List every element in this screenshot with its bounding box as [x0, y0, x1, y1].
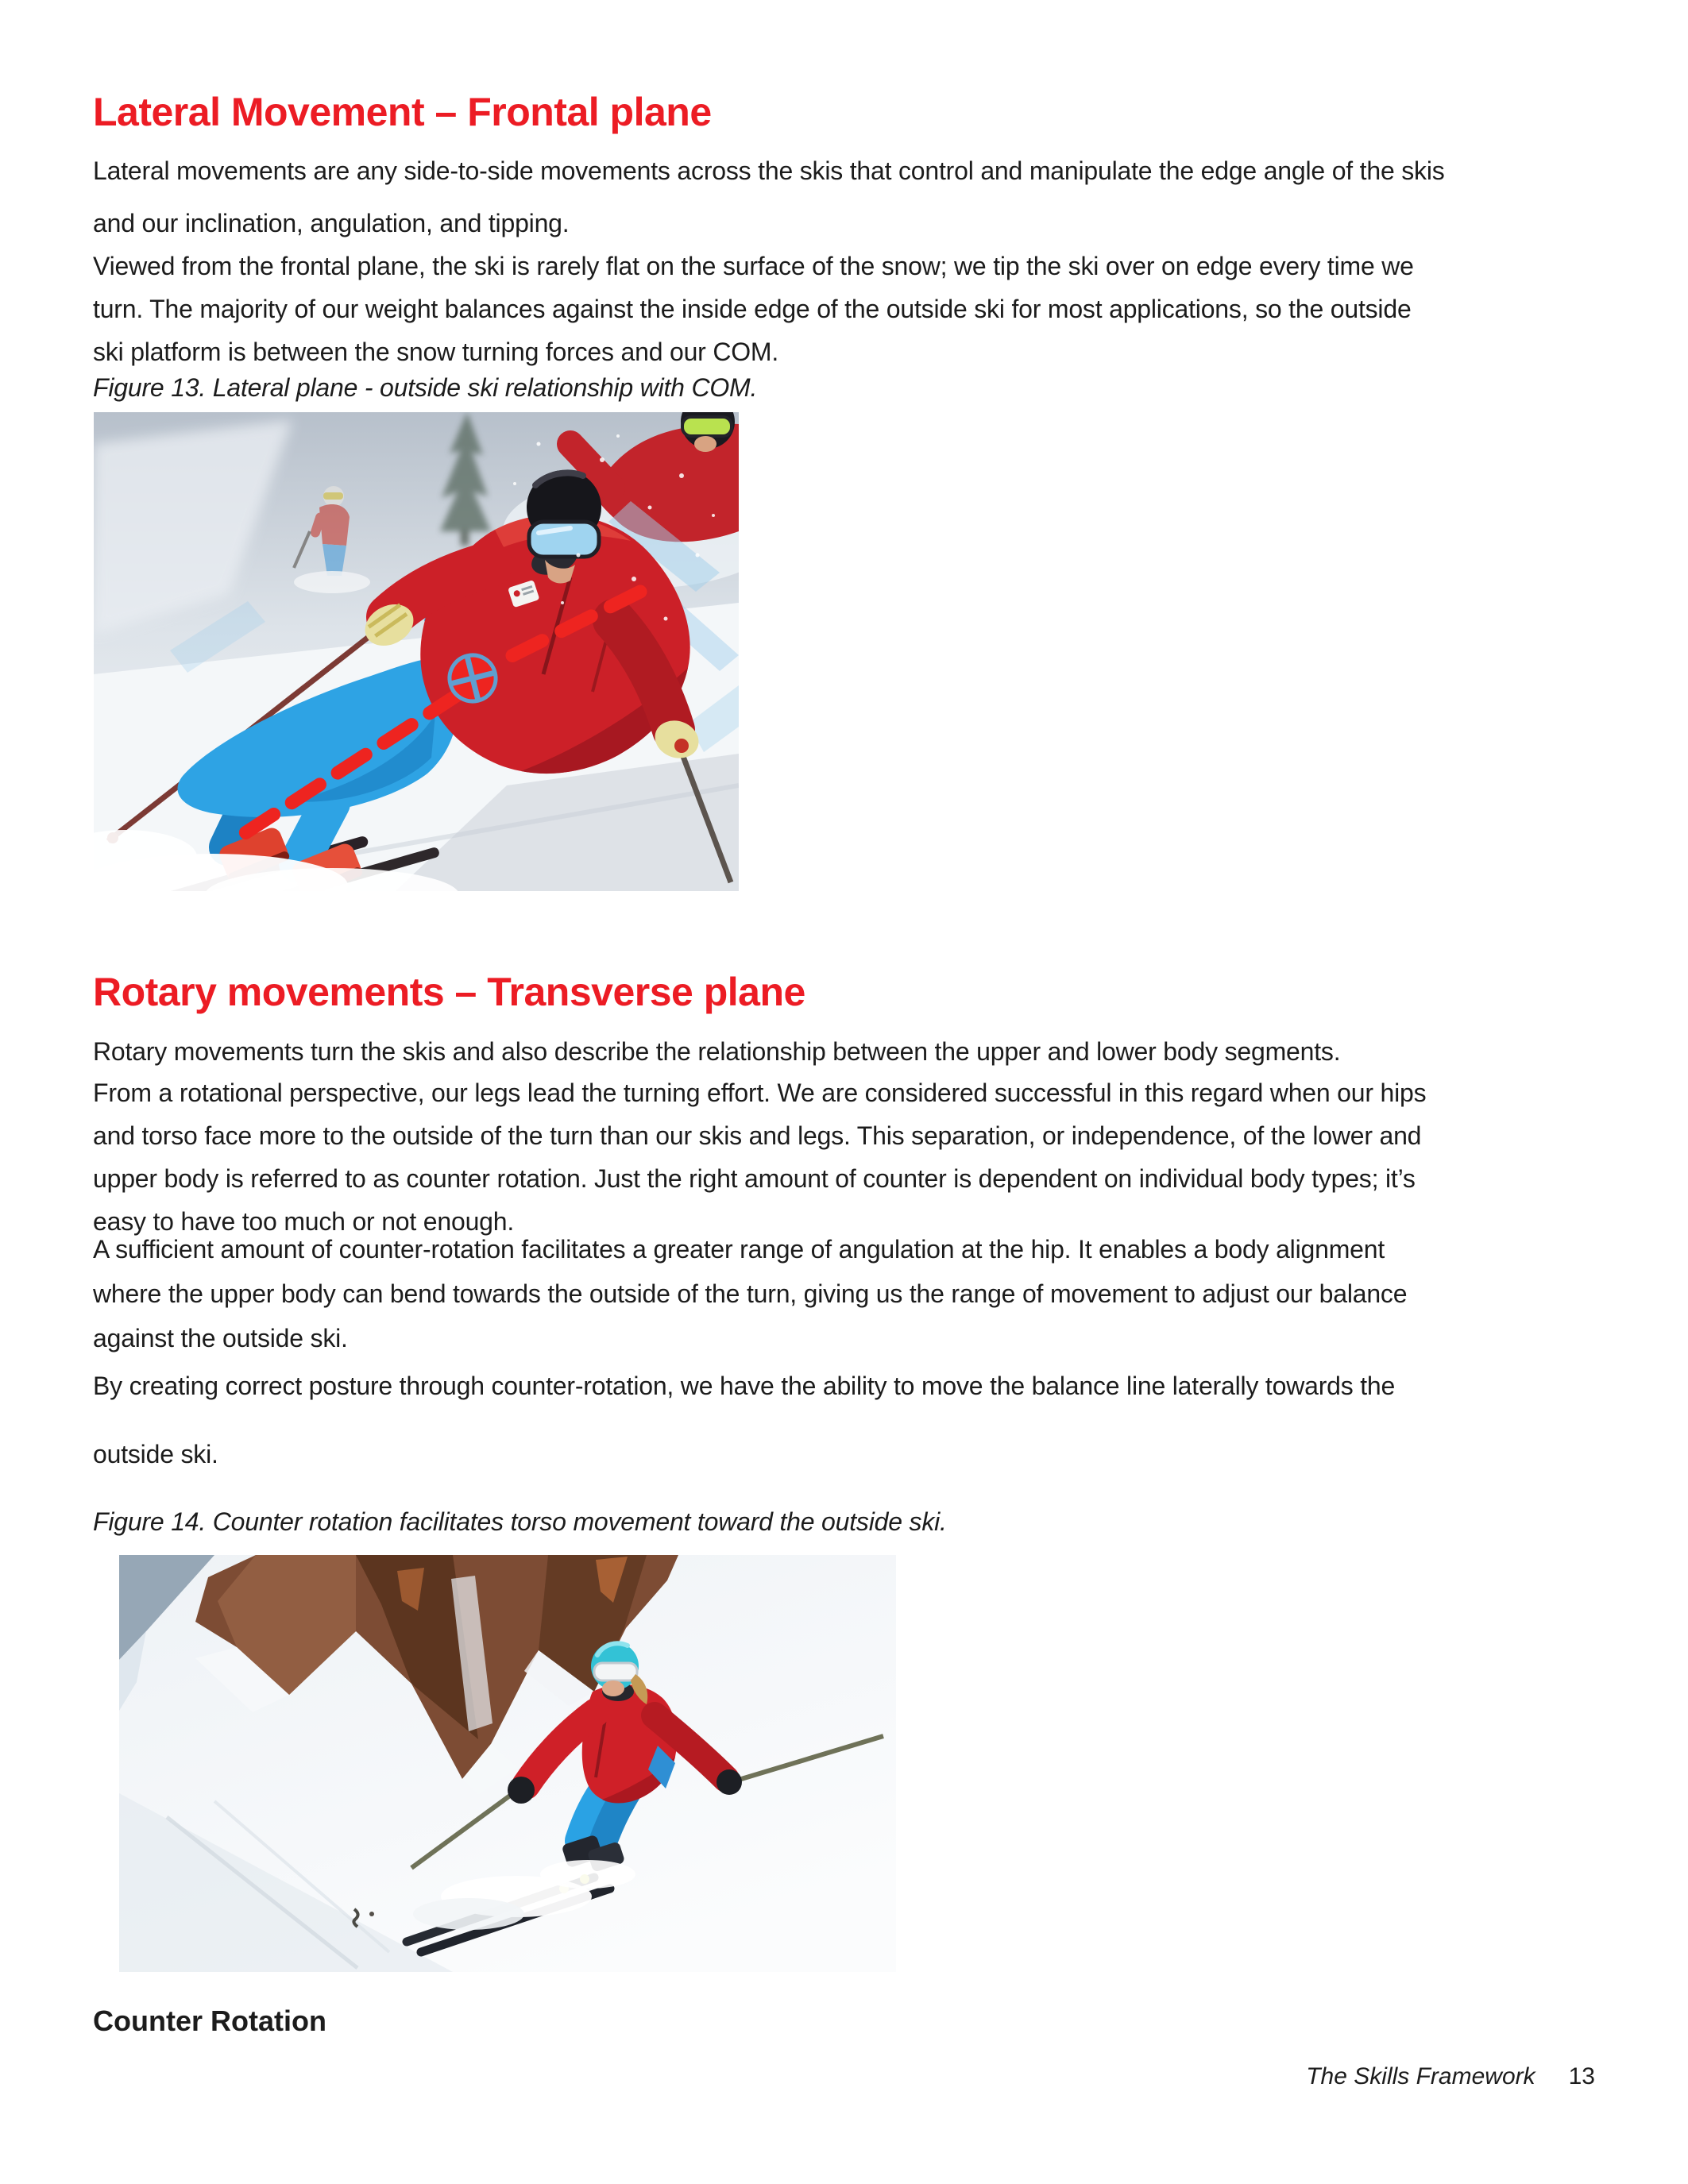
- paragraph-line: From a rotational perspective, our legs lead the turning effort. We are considered successful in this regard when our hips: [93, 1078, 1427, 1107]
- counter-rotation-subheading: Counter Rotation: [93, 2005, 326, 2037]
- glove-left: [508, 1777, 535, 1804]
- paragraph-line: easy to have too much or not enough.: [93, 1207, 515, 1236]
- footer-page-number: 13: [1568, 2063, 1595, 2089]
- figure-14-caption: Figure 14. Counter rotation facilitates torso movement toward the outside ski.: [93, 1507, 947, 1536]
- paragraph-line: Lateral movements are any side-to-side movements across the skis that control and manipulate the edge angle of the skis: [93, 156, 1445, 185]
- paragraph-line: where the upper body can bend towards the outside of the turn, giving us the range of movement to adjust our balance: [93, 1279, 1408, 1308]
- figure-13-caption: Figure 13. Lateral plane - outside ski relationship with COM.: [93, 373, 758, 402]
- figure13-illustration: [94, 412, 739, 891]
- paragraph: [93, 1030, 1340, 1073]
- footer-document-title: The Skills Framework: [1306, 2063, 1535, 2089]
- glove-right: [717, 1769, 742, 1795]
- paragraph-line: By creating correct posture through counter-rotation, we have the ability to move the balance line laterally towards the: [93, 1372, 1396, 1400]
- paragraph: [93, 1071, 1426, 1243]
- paragraph-line: and torso face more to the outside of the turn than our skis and legs. This separation, or independence, of the lower and: [93, 1121, 1422, 1150]
- paragraph-line: Rotary movements turn the skis and also describe the relationship between the upper and lower body segments.: [93, 1037, 1341, 1066]
- paragraph: [93, 145, 1445, 249]
- section-heading-lateral-movement: Lateral Movement – Frontal plane: [93, 90, 712, 134]
- paragraph: [93, 1433, 218, 1476]
- page-footer: [1306, 2063, 1595, 2090]
- paragraph-line: upper body is referred to as counter rotation. Just the right amount of counter is dependent on individual body types; it’s: [93, 1164, 1416, 1193]
- paragraph-line: Viewed from the frontal plane, the ski is rarely flat on the surface of the snow; we tip the ski over on edge every time we: [93, 252, 1414, 280]
- paragraph-line: and our inclination, angulation, and tipping.: [93, 209, 570, 237]
- rock-debris: [369, 1912, 374, 1916]
- paragraph: [93, 1227, 1407, 1360]
- paragraph-line: turn. The majority of our weight balances against the inside edge of the outside ski for most applications, so the outside: [93, 295, 1412, 323]
- snow-spray: [540, 1860, 635, 1889]
- figure-13-photo: [94, 412, 739, 891]
- figure-14-photo: [119, 1555, 896, 1972]
- paragraph-line: A sufficient amount of counter-rotation facilitates a greater range of angulation at the hip. It enables a body alignment: [93, 1235, 1385, 1264]
- paragraph-line: ski platform is between the snow turning forces and our COM.: [93, 338, 779, 366]
- paragraph-line: against the outside ski.: [93, 1324, 348, 1352]
- paragraph: [93, 245, 1414, 373]
- face: [602, 1680, 624, 1696]
- snow-spray: [413, 1898, 524, 1930]
- goggles: [594, 1663, 637, 1680]
- figure14-illustration: [119, 1555, 896, 1972]
- section-heading-rotary-movements: Rotary movements – Transverse plane: [93, 970, 805, 1014]
- paragraph: [93, 1364, 1395, 1407]
- paragraph-line: outside ski.: [93, 1440, 218, 1468]
